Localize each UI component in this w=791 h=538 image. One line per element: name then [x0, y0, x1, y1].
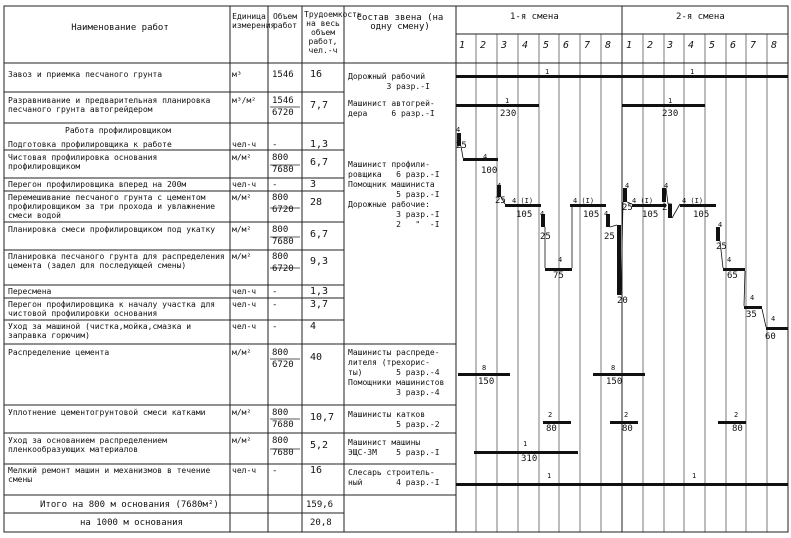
work-volume: -: [272, 322, 278, 332]
work-unit: м/м²: [232, 252, 252, 261]
work-volume: -: [272, 180, 278, 190]
work-unit: м/м²: [232, 408, 252, 417]
gantt-label: 100: [481, 166, 498, 176]
total-value: 20,8: [310, 518, 332, 528]
work-volume-2: 6720: [272, 264, 294, 274]
work-unit: чел-ч: [232, 140, 257, 149]
header-shift2: 2-я смена: [676, 12, 725, 22]
gantt-label: 25: [495, 196, 506, 206]
work-volume-2: 6720: [272, 108, 294, 118]
gantt-label: 4: [750, 294, 755, 302]
gantt-label: 105: [583, 210, 600, 220]
gantt-label: 1: [692, 472, 697, 480]
gantt-label: 25: [716, 242, 727, 252]
work-unit: чел-ч: [232, 466, 257, 475]
work-labor: 10,7: [310, 412, 335, 423]
hour-label: 7: [584, 40, 591, 51]
crew-entry: Дорожный рабочий 3 разр.-I: [348, 72, 430, 91]
crew-entry: Машинист профили- ровщика 6 разр.-I Помощник машиниста 5 разр.-I Дорожные рабочие: 3 разр.-I 2 " -I: [348, 160, 440, 229]
work-volume: 800: [272, 193, 289, 203]
crew-entry: Машинисты катков 5 разр.-2: [348, 410, 440, 429]
work-name: Распределение цемента: [8, 348, 110, 357]
gantt-label: 150: [478, 377, 495, 387]
work-volume: 800: [272, 348, 289, 358]
work-name: Пересмена: [8, 287, 52, 296]
work-volume-2: 6720: [272, 360, 294, 370]
gantt-label: 2: [548, 411, 553, 419]
work-volume: 800: [272, 225, 289, 235]
work-labor: 1,3: [310, 286, 329, 297]
work-volume: 800: [272, 252, 289, 262]
work-labor: 3: [310, 179, 317, 190]
work-unit: м³: [232, 70, 242, 79]
work-name: Уплотнение цементогрунтовой смеси катками: [8, 408, 206, 417]
header-volume: Объем работ: [272, 12, 298, 30]
hour-label: 2: [647, 40, 654, 51]
work-name: Перемешивание песчаного грунта с цементом профилировщиком за три прохода и увлажнение смеси водой: [8, 193, 216, 220]
gantt-label: 25: [662, 203, 673, 213]
hour-label: 1: [626, 40, 633, 51]
work-volume-2: 7680: [272, 237, 294, 247]
work-labor: 16: [310, 465, 323, 476]
gantt-label: 80: [622, 424, 633, 434]
gantt-label: 8: [611, 364, 616, 372]
hour-label: 8: [605, 40, 612, 51]
header-crew: Состав звена (на одну смену): [356, 13, 444, 32]
work-volume: -: [272, 140, 278, 150]
work-name: Планировка смеси профилировщиком под укатку: [8, 225, 216, 234]
work-unit: чел-ч: [232, 300, 257, 309]
gantt-label: 4: [625, 182, 630, 190]
work-volume: 1546: [272, 70, 294, 80]
work-labor: 4: [310, 321, 317, 332]
gantt-label: 4: [771, 315, 776, 323]
work-labor: 1,3: [310, 139, 329, 150]
work-unit: м/м²: [232, 436, 252, 445]
hour-label: 7: [750, 40, 757, 51]
work-labor: 40: [310, 352, 323, 363]
hour-label: 2: [480, 40, 487, 51]
gantt-label: 4 (I): [632, 197, 654, 205]
gantt-label: 1: [547, 472, 552, 480]
gantt-label: 105: [516, 210, 533, 220]
work-volume: 800: [272, 153, 289, 163]
work-volume: 800: [272, 408, 289, 418]
work-name: Разравнивание и предварительная планировка песчаного грунта автогрейдером: [8, 96, 211, 114]
work-unit: м/м²: [232, 153, 252, 162]
header-unit: Единица измерения: [232, 12, 276, 30]
gantt-label: 4: [558, 256, 563, 264]
total-value: 159,6: [306, 500, 334, 510]
gantt-label: 65: [727, 271, 738, 281]
gantt-label: 25: [604, 232, 615, 242]
work-volume-2: 6720: [272, 205, 294, 215]
gantt-label: 4: [727, 256, 732, 264]
total-label: Итого на 800 м основания (7680м²): [40, 500, 219, 510]
work-name: Подготовка профилировщика к работе: [8, 140, 172, 149]
work-unit: м/м²: [232, 193, 252, 202]
work-unit: м/м²: [232, 348, 252, 357]
work-labor: 6,7: [310, 229, 329, 240]
gantt-label: 1: [505, 97, 510, 105]
hour-label: 1: [459, 40, 466, 51]
work-labor: 5,2: [310, 440, 329, 451]
gantt-label: 4: [540, 210, 545, 218]
work-labor: 16: [310, 69, 323, 80]
work-volume-2: 7680: [272, 165, 294, 175]
gantt-label: 60: [765, 332, 776, 342]
work-unit: м³/м²: [232, 96, 257, 105]
gantt-label: 1: [545, 68, 550, 76]
gantt-label: 4: [604, 210, 609, 218]
work-volume: -: [272, 287, 278, 297]
work-unit: чел-ч: [232, 322, 257, 331]
work-volume-2: 7680: [272, 420, 294, 430]
work-labor: 28: [310, 197, 323, 208]
work-name: Работа профилировщиком: [65, 126, 171, 135]
work-unit: м/м²: [232, 225, 252, 234]
crew-entry: Машинист автогрей- дера 6 разр.-I: [348, 99, 435, 118]
hour-label: 6: [563, 40, 570, 51]
header-shift1: 1-я смена: [510, 12, 559, 22]
hour-label: 5: [543, 40, 550, 51]
work-labor: 7,7: [310, 100, 329, 111]
hour-label: 3: [501, 40, 508, 51]
gantt-label: 1: [690, 68, 695, 76]
work-labor: 9,3: [310, 256, 329, 267]
gantt-label: 35: [746, 310, 757, 320]
gantt-label: 2: [734, 411, 739, 419]
gantt-label: 310: [521, 454, 538, 464]
hour-label: 8: [771, 40, 778, 51]
work-unit: чел-ч: [232, 287, 257, 296]
gantt-label: 230: [662, 109, 679, 119]
gantt-label: 4: [456, 126, 461, 134]
work-name: Перегон профилировщика вперед на 200м: [8, 180, 187, 189]
hour-label: 4: [688, 40, 695, 51]
gantt-label: 80: [732, 424, 743, 434]
gantt-label: 230: [500, 109, 517, 119]
work-name: Чистовая профилировка основания профилировщиком: [8, 153, 158, 171]
gantt-label: 4 (I): [573, 197, 595, 205]
gantt-label: 20: [617, 296, 628, 306]
gantt-label: 4: [497, 182, 502, 190]
work-volume: -: [272, 466, 278, 476]
work-volume: 1546: [272, 96, 294, 106]
gantt-label: 4: [664, 182, 669, 190]
total-label: на 1000 м основания: [80, 518, 183, 528]
gantt-label: 75: [553, 271, 564, 281]
work-name: Перегон профилировщика к началу участка для чистовой профилировки основания: [8, 300, 216, 318]
gantt-label: 25: [622, 203, 633, 213]
gantt-label: 4: [483, 153, 488, 161]
gantt-label: 8: [482, 364, 487, 372]
gantt-label: 4 (I): [512, 197, 534, 205]
hour-label: 4: [522, 40, 529, 51]
hour-label: 6: [730, 40, 737, 51]
hour-label: 3: [667, 40, 674, 51]
work-name: Уход за машиной (чистка,мойка,смазка и заправка горючим): [8, 322, 192, 340]
gantt-label: 1: [523, 440, 528, 448]
work-name: Планировка песчаного грунта для распределения цемента (задел для последующей смены): [8, 252, 225, 270]
work-unit: чел-ч: [232, 180, 257, 189]
gantt-label: 80: [546, 424, 557, 434]
work-name: Уход за основанием распределением пленкообразующих материалов: [8, 436, 167, 454]
hour-label: 5: [709, 40, 716, 51]
work-volume: 800: [272, 436, 289, 446]
gantt-label: 25: [456, 141, 467, 151]
work-name: Завоз и приемка песчаного грунта: [8, 70, 163, 79]
gantt-label: 2: [624, 411, 629, 419]
header-work: Наименование работ: [71, 23, 169, 33]
crew-entry: Слесарь строитель- ный 4 разр.-I: [348, 468, 440, 487]
gantt-label: 1: [668, 97, 673, 105]
work-labor: 6,7: [310, 157, 329, 168]
work-name: Мелкий ремонт машин и механизмов в течение смены: [8, 466, 211, 484]
crew-entry: Машинисты распреде- лителя (трехорис- ты) 5 разр.-4 Помощники машинистов 3 разр.-4: [348, 348, 445, 397]
gantt-label: 4: [718, 221, 723, 229]
gantt-label: 105: [693, 210, 710, 220]
gantt-label: 150: [606, 377, 623, 387]
gantt-label: 4 (I): [682, 197, 704, 205]
header-labor: Трудоемкость на весь объем работ, чел.-ч: [304, 10, 362, 55]
gantt-label: 105: [642, 210, 659, 220]
crew-entry: Машинист машины ЭЩС-3М 5 разр.-I: [348, 438, 440, 457]
work-volume: -: [272, 300, 278, 310]
work-volume-2: 7680: [272, 448, 294, 458]
work-labor: 3,7: [310, 299, 329, 310]
gantt-label: 25: [540, 232, 551, 242]
